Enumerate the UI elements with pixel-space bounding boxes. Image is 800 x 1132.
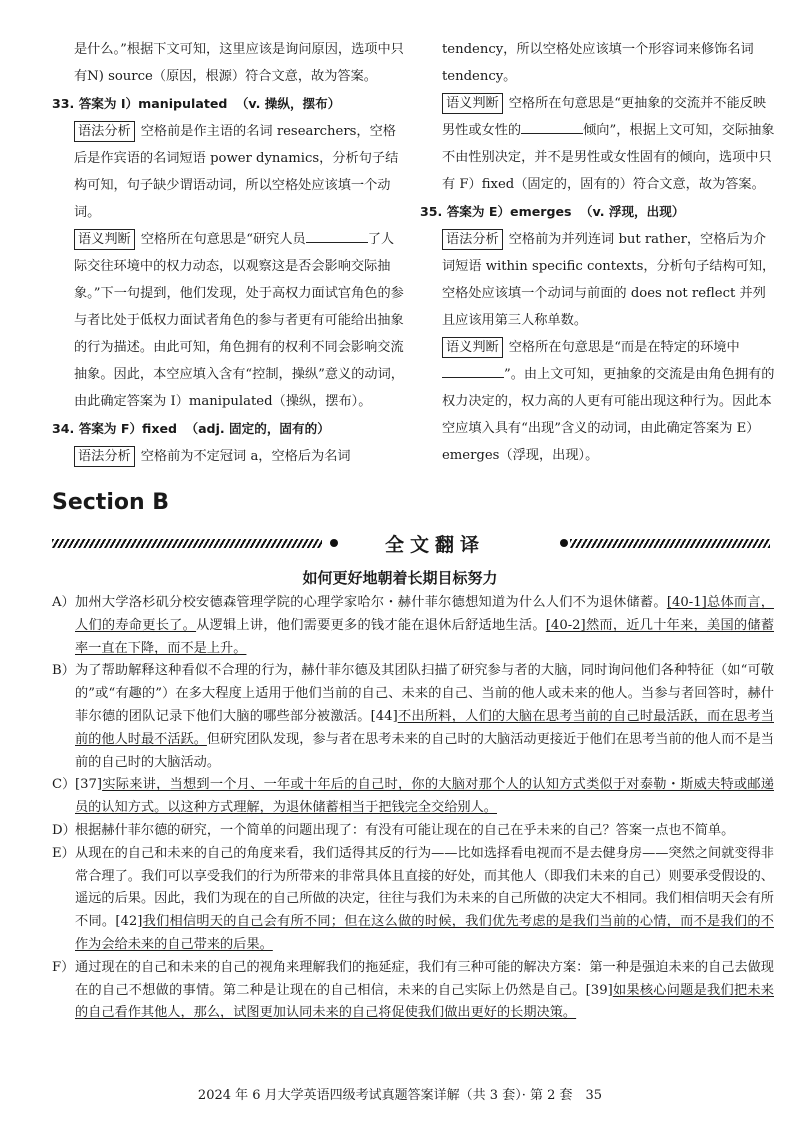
paragraph-text: 从现在的自己和未来的自己的角度来看，我们适得其反的行为——比如选择看电视而不是去健身房——突然之间就变得非常合理了。我们可以享受我们的行为所带来的非常具体且直接的好处，而其他人（即我们未来的自己）则要承受假设的、遥远的后果。因此，我们为现在的自己所做的决定，往往与我们为未来的自己所做的决定大不相同。我们相信明天会有所不同。[42]: [75, 845, 774, 930]
paragraph-b: [52, 660, 774, 774]
answer-blank: [442, 363, 504, 378]
paragraph-label: C）: [52, 777, 76, 793]
paragraph-label: A）: [52, 595, 75, 610]
q34-grammar: [52, 443, 404, 470]
paragraph-e: [52, 843, 774, 957]
q34-meaning-text-a: 空格所在句意思是“更抽象的交流并不能反映男性或女性的: [442, 96, 767, 138]
q33-answer: [52, 90, 404, 118]
grammar-analysis-tag: 语法分析: [74, 121, 135, 142]
q33-meaning-text-b: 了人际交往环境中的权力动态，以观察这是否会影响交际抽象。”下一句提到，他们发现，处于高权力面试官角色的参与者比处于低权力面试者角色的参与者更有可能给出抽象的行为描述。由此可知，角色拥有的权利不同会影响交流抽象。因此，本空应填入含有“控制，操纵”意义的动词，由此确定答案为 I）manipulated（操纵，摆布）。: [74, 232, 404, 409]
right-column: [420, 36, 776, 469]
underlined-answer: 不出所料，人们的大脑在思考当前的自己时最活跃，而在思考当前的他人时最不活跃。: [75, 708, 774, 747]
meaning-judgement-tag: 语义判断: [442, 337, 503, 358]
hatch-divider-left: [52, 539, 322, 548]
paragraph-label: F）: [52, 959, 75, 975]
answer-blank: [306, 228, 368, 243]
q35-answer: [420, 198, 776, 226]
paragraph-f: [52, 957, 774, 1025]
underlined-answer: 如果核心问题是我们把未来的自己看作其他人，那么，试图更加认同未来的自己将促使我们做出更好的长期决策。: [75, 982, 774, 1021]
answer-explanations: [52, 36, 776, 476]
q34-grammar-text: 空格前为不定冠词 a，空格后为名词: [140, 449, 351, 464]
section-banner: [52, 530, 770, 558]
paragraph-text: 通过现在的自己和未来的自己的视角来理解我们的拖延症，我们有三种可能的解决方案：第一种是强迫未来的自己去做现在的自己不想做的事情。第二种是让现在的自己相信，未来的自己实际上仍然是自己。[39]: [75, 959, 774, 998]
q34-answer-label: 34. 答案为 F）fixed: [52, 421, 178, 436]
paragraph-a: [52, 592, 774, 660]
left-column: [52, 36, 404, 470]
banner-title: 全文翻译: [384, 534, 485, 556]
q33-grammar-text: 空格前是作主语的名词 researchers，空格后是作宾语的名词短语 power dynamics，分析句子结构可知，句子缺少谓语动词，所以空格处应该填一个动词。: [74, 124, 399, 220]
meaning-judgement-tag: 语义判断: [442, 93, 503, 114]
q32-continuation: 是什么。”根据下文可知，这里应该是询问原因，选项中只有N) source（原因，根源）符合文意，故为答案。: [74, 42, 404, 84]
meaning-judgement-tag: 语义判断: [74, 229, 135, 250]
paragraph-text: 加州大学洛杉矶分校安德森管理学院的心理学家哈尔・赫什菲尔德想知道为什么人们不为退休储蓄。: [75, 595, 667, 610]
q33-meaning-text-a: 空格所在句意思是“研究人员: [140, 232, 306, 247]
paragraph-label: D）: [52, 822, 76, 838]
q33-meaning: [52, 226, 404, 415]
paragraph-text: 为了帮助解释这种看似不合理的行为，赫什菲尔德及其团队扫描了研究参与者的大脑，同时询问他们各种特征（如“可敬的”或“有趣的”）在多大程度上适用于他们当前的自己、未来的自己、当前的他人或未来的他人。当参与者回答时，赫什菲尔德的团队记录下他们大脑的哪些部分被激活。[44]: [75, 663, 774, 724]
paragraph-text: [37]: [75, 777, 103, 793]
paragraph-label: E）: [52, 845, 75, 861]
q35-meaning-text-a: 空格所在句意思是“而是在特定的环境中: [508, 340, 740, 355]
paragraph-text: 从逻辑上讲，他们需要更多的钱才能在退休后舒适地生活。: [196, 617, 546, 633]
q33-answer-label: 33. 答案为 I）manipulated: [52, 96, 228, 111]
q35-answer-label: 35. 答案为 E）emerges: [420, 204, 572, 219]
q35-meaning: [442, 334, 776, 469]
paragraph-text: 根据赫什菲尔德的研究，一个简单的问题出现了：有没有可能让现在的自己在乎未来的自己？答案一点也不简单。: [75, 822, 735, 838]
paragraph-label: B）: [52, 663, 75, 679]
q35-pos: （v. 浮现，出现）: [579, 204, 685, 219]
q35-grammar-text: 空格前为并列连词 but rather，空格后为介词短语 within specific contexts，分析句子结构可知，空格处应该填一个动词与前面的 does not reflect 并列且应该用第三人称单数。: [442, 232, 776, 328]
grammar-analysis-tag: 语法分析: [74, 446, 135, 467]
bullet-dot: [560, 539, 568, 547]
answer-blank: [521, 119, 583, 134]
section-title: Section B: [52, 490, 170, 515]
underlined-answer: [40-2]然而，近几十年来，美国的储蓄率一直在下降，而不是上升。: [75, 617, 775, 656]
underlined-answer: 我们相信明天的自己会有所不同；但在这么做的时候，我们优先考虑的是我们当前的心情，而不是我们的不作为会给未来的自己带来的后果。: [75, 914, 774, 952]
translation-title: 如何更好地朝着长期目标努力: [302, 569, 498, 587]
paragraph-text: 但研究团队发现，参与者在思考未来的自己时的大脑活动更接近于他们在思考当前的他人而不是当前的自己时的大脑活动。: [75, 731, 774, 770]
q33-grammar: [52, 118, 404, 226]
q35-meaning-text-b: ”。由上文可知，更抽象的交流是由角色拥有的权力决定的，权力高的人更有可能出现这种行为。因此本空应填入具有“出现”含义的动词，由此确定答案为 E）emerges（浮现，出现）。: [442, 367, 775, 463]
q33-pos: （v. 操纵，摆布）: [235, 96, 341, 111]
bullet-dot: [330, 539, 338, 547]
q34-meaning: [442, 90, 776, 198]
q34-pos: （adj. 固定的，固有的）: [185, 421, 330, 436]
q34-grammar-continuation: tendency，所以空格处应该填一个形容词来修饰名词 tendency。: [442, 42, 754, 84]
grammar-analysis-tag: 语法分析: [442, 229, 503, 250]
underlined-answer: 实际来讲，当想到一个月、一年或十年后的自己时，你的大脑对那个人的认知方式类似于对泰勒・斯威夫特或邮递员的认知方式。以这种方式理解，为退休储蓄相当于把钱完全交给别人。: [75, 777, 774, 816]
q34-answer: [52, 415, 404, 443]
q34-meaning-text-b: 倾向”，根据上文可知，交际抽象不由性别决定，并不是男性或女性固有的倾向，选项中只有 F）fixed（固定的，固有的）符合文意，故为答案。: [442, 123, 775, 192]
paragraph-c: [52, 774, 774, 820]
hatch-divider-right: [570, 539, 770, 548]
underlined-answer: [40-1]总体而言，人们的寿命更长了。: [75, 595, 774, 633]
translation-paragraphs: [52, 592, 774, 1025]
q35-grammar: [442, 226, 776, 334]
page-footer: 2024 年 6 月大学英语四级考试真题答案详解（共 3 套）· 第 2 套 35: [197, 1088, 603, 1103]
paragraph-d: [52, 820, 774, 843]
